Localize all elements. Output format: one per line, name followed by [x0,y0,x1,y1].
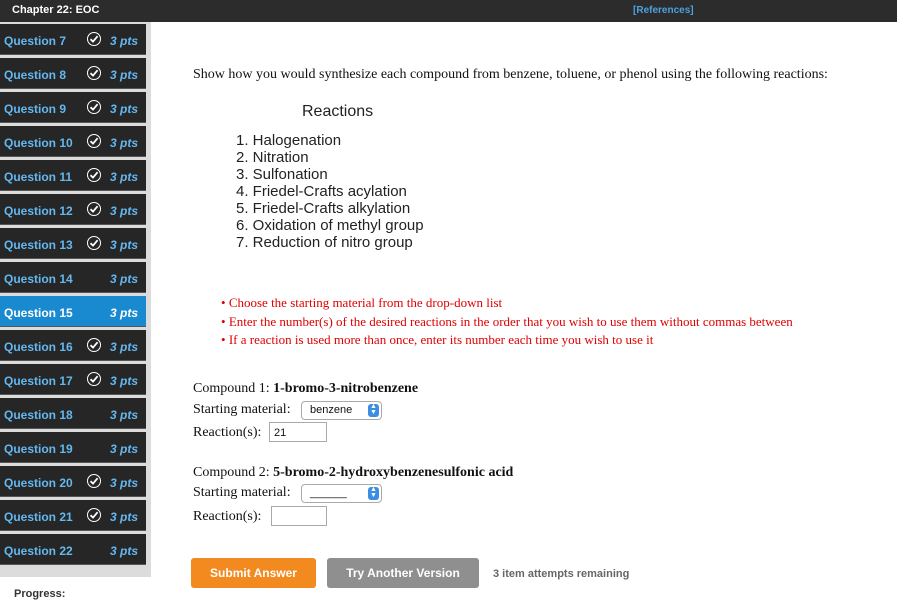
checkmark-icon [87,202,101,216]
sidebar-question-item[interactable] [0,126,146,157]
compound-1-reactions-value: 21 [274,427,287,439]
compound-1-title [193,381,418,397]
question-label: Question 8 [4,68,67,82]
instructions-text: Show how you would synthesize each compound from benzene, toluene, or phenol using the following reactions: [193,67,828,82]
question-label: Question 16 [4,340,73,354]
question-label: Question 15 [4,306,73,320]
question-points: 3 pts [109,136,138,150]
sidebar-question-item[interactable] [0,330,146,361]
sidebar-question-item[interactable] [0,364,146,395]
question-label: Question 13 [4,238,73,252]
reaction-item: 7. Reduction of nitro group [236,234,413,251]
reaction-item: 6. Oxidation of methyl group [236,217,424,234]
question-points: 3 pts [109,238,138,252]
compound-1-label: Compound 1: [193,381,270,396]
compound-1-starting-select[interactable] [301,401,382,420]
compound-2-name: 5-bromo-2-hydroxybenzenesulfonic acid [273,465,514,480]
chapter-title: Chapter 22: EOC [12,4,100,16]
checkmark-icon [87,32,101,46]
question-points: 3 pts [109,34,138,48]
question-label: Question 12 [4,204,73,218]
question-label: Question 22 [4,544,73,558]
compound-2-reactions-input[interactable] [271,506,327,526]
question-points: 3 pts [109,170,138,184]
question-label: Question 19 [4,442,73,456]
question-points: 3 pts [109,102,138,116]
checkmark-icon [87,372,101,386]
question-points: 3 pts [109,204,138,218]
sidebar-question-item[interactable] [0,500,146,531]
compound-2-starting-label: Starting material: [193,485,291,500]
try-another-version-button[interactable]: Try Another Version [327,558,479,588]
reactions-heading: Reactions [302,103,374,120]
reaction-item: 1. Halogenation [236,132,342,149]
chevron-updown-icon: ▲ ▼ [368,404,379,417]
compound-1-reactions-label: Reaction(s): [193,425,262,440]
rule-item: • If a reaction is used more than once, enter its number each time you wish to use it [221,331,793,350]
sidebar-question-item[interactable] [0,466,146,497]
reaction-item: 3. Sulfonation [236,166,328,183]
sidebar-question-item[interactable] [0,24,146,55]
question-label: Question 10 [4,136,73,150]
checkmark-icon [87,100,101,114]
top-bar [0,0,897,22]
checkmark-icon [87,134,101,148]
sidebar-question-item[interactable] [0,160,146,191]
sidebar-question-item[interactable] [0,534,146,565]
question-points: 3 pts [109,408,138,422]
question-sidebar [0,22,151,600]
checkmark-icon [87,508,101,522]
reaction-item: 5. Friedel-Crafts alkylation [236,200,411,217]
sidebar-question-item[interactable] [0,58,146,89]
checkmark-icon [87,338,101,352]
question-points: 3 pts [109,272,138,286]
question-label: Question 7 [4,34,67,48]
question-label: Question 14 [4,272,73,286]
sidebar-question-item[interactable] [0,432,146,463]
question-label: Question 9 [4,102,67,116]
references-link[interactable]: [ References ] [633,5,694,16]
question-points: 3 pts [109,374,138,388]
rule-item: • Enter the number(s) of the desired reactions in the order that you wish to use them without commas between [221,313,793,332]
sidebar-question-item[interactable] [0,262,146,293]
question-points: 3 pts [109,476,138,490]
compound-1-starting-value: benzene [310,404,353,416]
attempts-remaining: 3 item attempts remaining [493,568,630,580]
question-label: Question 21 [4,510,73,524]
sidebar-question-item[interactable] [0,92,146,123]
compound-2-starting-select[interactable] [301,484,382,503]
compound-2-starting-value: ______ [310,487,347,499]
question-label: Question 20 [4,476,73,490]
compound-1-reactions-input[interactable] [269,422,327,442]
question-content [151,22,897,580]
reaction-item: 2. Nitration [236,149,309,166]
question-points: 3 pts [109,544,138,558]
compound-1-name: 1-bromo-3-nitrobenzene [273,381,419,396]
sidebar-question-item[interactable] [0,296,146,327]
reaction-item: 4. Friedel-Crafts acylation [236,183,407,200]
question-label: Question 18 [4,408,73,422]
checkmark-icon [87,236,101,250]
rule-item: • Choose the starting material from the drop-down list [221,294,793,313]
checkmark-icon [87,168,101,182]
checkmark-icon [87,474,101,488]
sidebar-question-item[interactable] [0,194,146,225]
reactions-list [236,132,424,251]
submit-answer-button[interactable]: Submit Answer [191,558,316,588]
sidebar-question-item[interactable] [0,228,146,259]
question-points: 3 pts [109,510,138,524]
question-points: 3 pts [109,306,138,320]
question-points: 3 pts [109,340,138,354]
progress-label: Progress: [14,588,66,600]
sidebar-question-item[interactable] [0,398,146,429]
question-points: 3 pts [109,68,138,82]
question-label: Question 11 [4,170,73,184]
compound-2-reactions-label: Reaction(s): [193,509,262,524]
question-label: Question 17 [4,374,73,388]
checkmark-icon [87,66,101,80]
compound-2-label: Compound 2: [193,465,270,480]
compound-2-title [193,465,513,481]
rules-list [221,294,793,350]
compound-1-starting-label: Starting material: [193,402,291,417]
question-points: 3 pts [109,442,138,456]
chevron-updown-icon: ▲ ▼ [368,487,379,500]
